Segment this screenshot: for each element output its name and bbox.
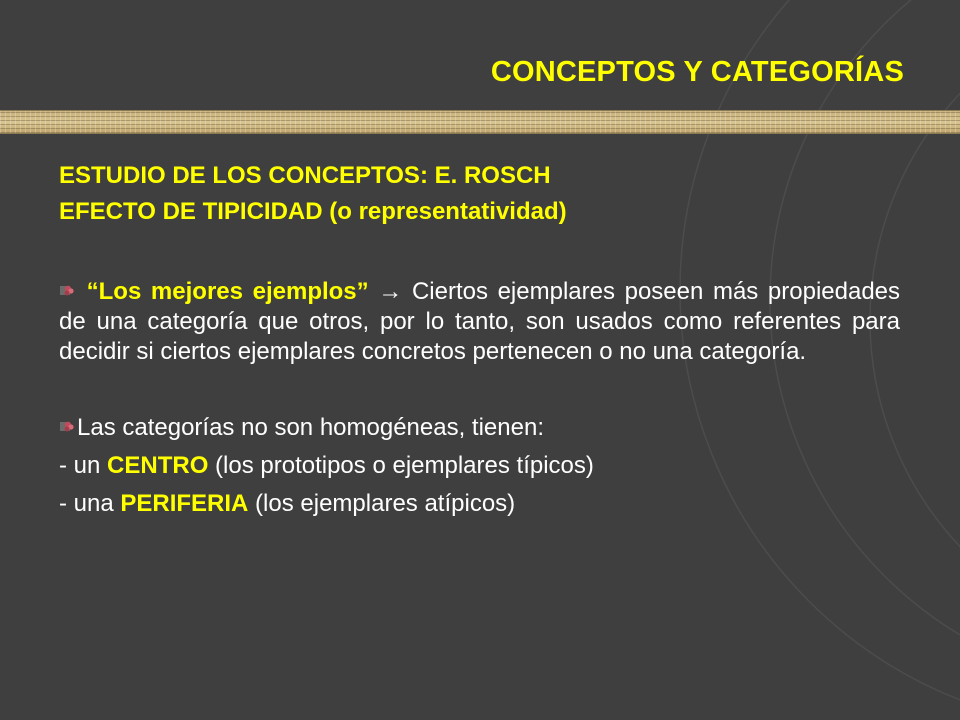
- item1-keyword: CENTRO: [107, 452, 209, 479]
- item2-prefix: - una: [59, 490, 121, 517]
- item2-suffix: (los ejemplares atípicos): [248, 490, 516, 517]
- category-list: [59, 409, 900, 523]
- item2-keyword: PERIFERIA: [120, 490, 249, 517]
- decorative-band: [0, 110, 960, 134]
- paragraph-emphasis: “Los mejores ejemplos”: [86, 278, 369, 305]
- item1-prefix: - un: [59, 452, 108, 479]
- list-item-periferia: [59, 485, 900, 523]
- list-intro-line: [59, 409, 900, 447]
- paragraph-tipicidad: [59, 277, 900, 367]
- heading-line-1: ESTUDIO DE LOS CONCEPTOS: E. ROSCH: [59, 162, 551, 189]
- paragraph-text: Ciertos ejemplares poseen más propiedades de una categoría que otros, por lo tanto, son usados como referentes para decidir si ciertos ejemplares concretos pertenecen o no una categoría.: [59, 278, 901, 365]
- slide-title: CONCEPTOS Y CATEGORÍAS: [490, 56, 904, 88]
- item1-suffix: (los prototipos o ejemplares típicos): [208, 452, 594, 479]
- bullet-icon: [59, 283, 75, 297]
- heading-line-2: EFECTO DE TIPICIDAD (o representatividad): [59, 198, 567, 225]
- list-intro: Las categorías no son homogéneas, tienen:: [77, 414, 544, 441]
- heading-block: [59, 158, 900, 230]
- slide-content: [59, 158, 900, 523]
- arrow-icon: →: [378, 278, 403, 305]
- bullet-icon: [59, 419, 75, 433]
- list-item-centro: [59, 447, 900, 485]
